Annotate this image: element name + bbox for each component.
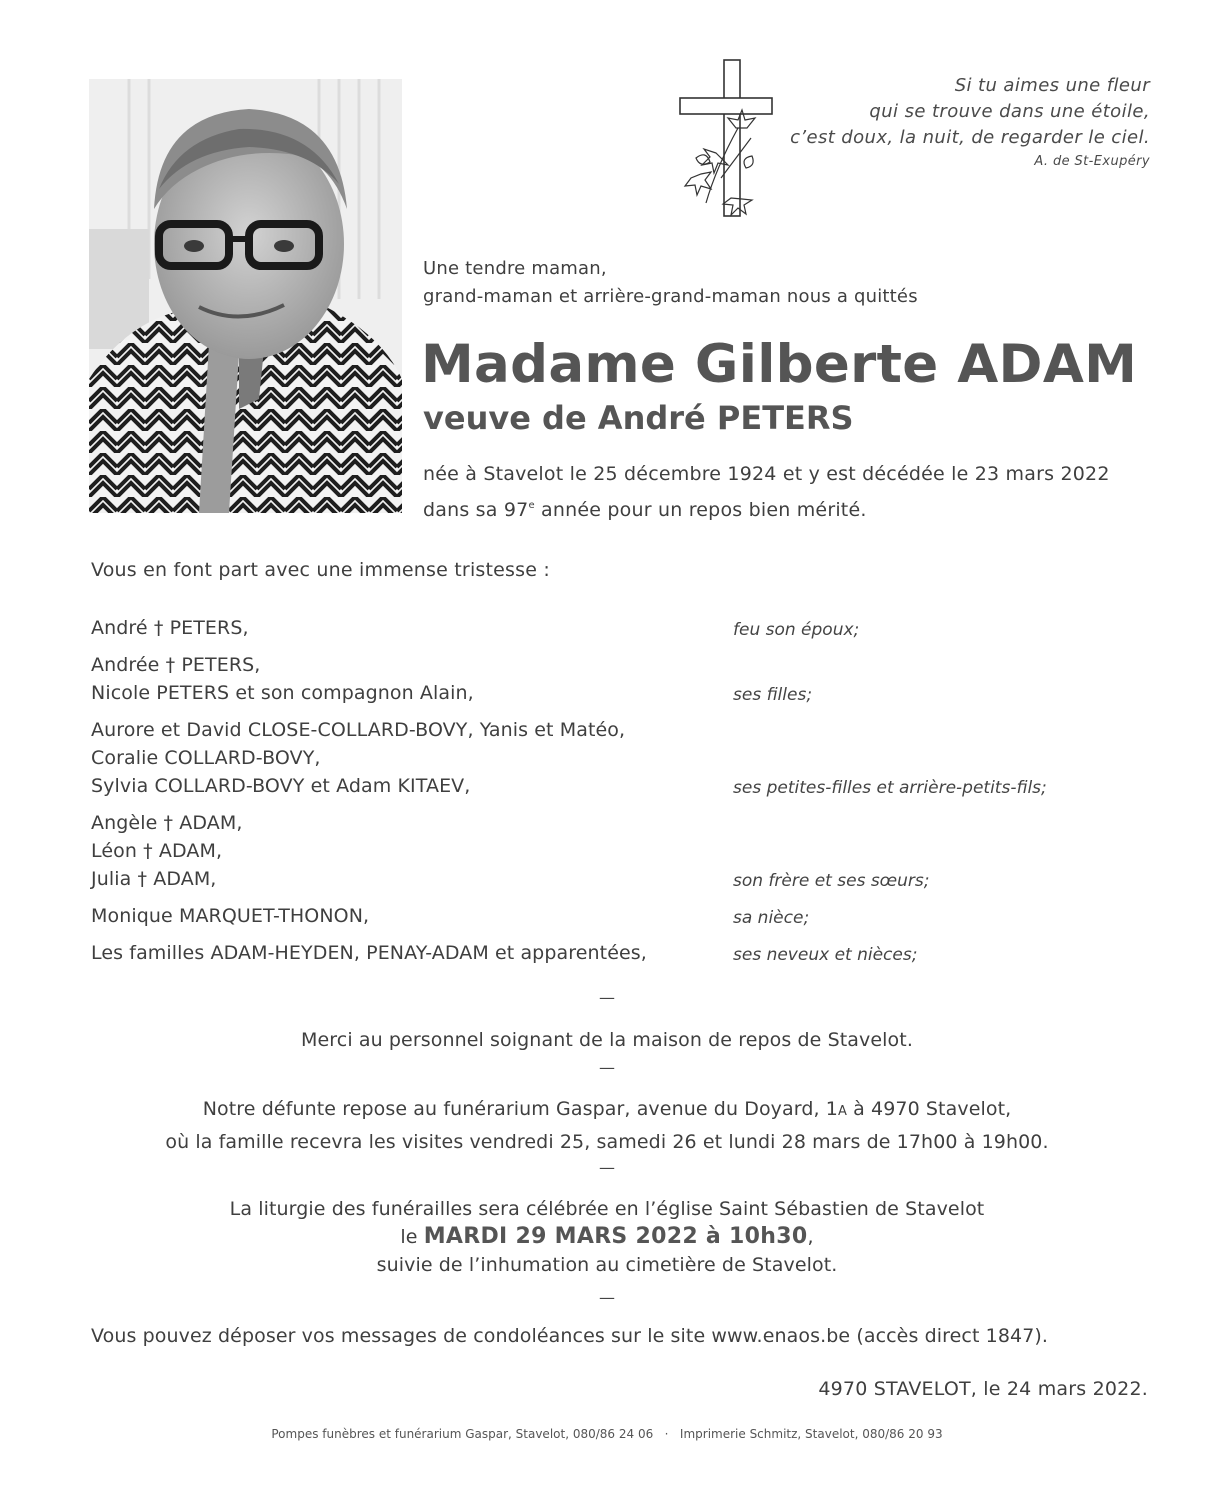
family-name: Aurore et David CLOSE-COLLARD-BOVY, Yanis et Matéo, (91, 719, 626, 741)
funerarium-city: à 4970 Stavelot, (846, 1098, 1012, 1120)
family-name: Andrée † PETERS, (91, 654, 261, 676)
family-relation: son frère et ses sœurs; (733, 871, 930, 891)
quote-line: c’est doux, la nuit, de regarder le ciel. (790, 127, 1150, 148)
family-group (91, 939, 1141, 967)
age-superscript: e (528, 500, 535, 511)
family-name: Coralie COLLARD-BOVY, (91, 747, 321, 769)
liturgy-line-1: La liturgie des funérailles sera célébrée en l’église Saint Sébastien de Stavelot (229, 1198, 985, 1220)
family-relation: sa nièce; (733, 908, 810, 928)
epitaph-quote (720, 73, 1150, 173)
family-relation: ses neveux et nièces; (733, 945, 918, 965)
separator-dash: — (599, 1288, 615, 1307)
family-name: Angèle † ADAM, (91, 812, 243, 834)
liturgy-line-2 (0, 1224, 1214, 1250)
birth-death-info (423, 459, 1110, 526)
funerarium-address: Notre défunte repose au funérarium Gaspar, avenue du Doyard, 1 (202, 1098, 838, 1120)
place-date: 4970 STAVELOT, le 24 mars 2022. (818, 1378, 1148, 1400)
family-name: André † PETERS, (91, 617, 249, 639)
family-group (91, 809, 1141, 893)
separator-dash: — (599, 988, 615, 1007)
family-list (91, 614, 1141, 976)
family-relation: ses petites-filles et arrière-petits-fils; (733, 778, 1047, 798)
portrait-photo (89, 79, 402, 513)
funerarium-line-1 (0, 1094, 1214, 1127)
age-suffix: année pour un repos bien mérité. (534, 499, 867, 521)
intro-line: Une tendre maman, (423, 258, 607, 279)
intro-text (423, 255, 918, 311)
family-name: Léon † ADAM, (91, 840, 223, 862)
quote-author: A. de St-Exupéry (1034, 154, 1150, 169)
family-relation: feu son époux; (733, 620, 860, 640)
intro-line: grand-maman et arrière-grand-maman nous a quittés (423, 286, 918, 307)
family-group (91, 902, 1141, 930)
thanks-line: Merci au personnel soignant de la maison de repos de Stavelot. (301, 1029, 913, 1051)
family-name: Sylvia COLLARD-BOVY et Adam KITAEV, (91, 775, 471, 797)
family-group (91, 716, 1141, 800)
condolences-line: Vous pouvez déposer vos messages de condoléances sur le site www.enaos.be (accès direct 1847). (91, 1325, 1049, 1347)
spouse-line: veuve de André PETERS (423, 399, 854, 437)
footer-credits: Pompes funèbres et funérarium Gaspar, Stavelot, 080/86 24 06 · Imprimerie Schmitz, Stavelot, 080/86 20 93 (271, 1427, 943, 1441)
quote-line: Si tu aimes une fleur (954, 75, 1150, 96)
family-name: Monique MARQUET-THONON, (91, 905, 370, 927)
liturgy-date: MARDI 29 MARS 2022 à 10h30 (423, 1224, 808, 1249)
family-group (91, 614, 1141, 642)
announcement-line: Vous en font part avec une immense tristesse : (91, 559, 550, 581)
family-name: Julia † ADAM, (91, 868, 217, 890)
age-prefix: dans sa 97 (423, 499, 529, 521)
separator-dash: — (599, 1058, 615, 1077)
family-group (91, 651, 1141, 707)
liturgy-line-3: suivie de l’inhumation au cimetière de Stavelot. (376, 1254, 838, 1276)
funerarium-info (0, 1094, 1214, 1157)
liturgy-prefix: le (400, 1226, 424, 1248)
deceased-name: Madame Gilberte ADAM (421, 334, 1138, 395)
quote-line: qui se trouve dans une étoile, (869, 101, 1150, 122)
liturgy-info (0, 1194, 1214, 1280)
birth-line: née à Stavelot le 25 décembre 1924 et y est décédée le 23 mars 2022 (423, 463, 1110, 485)
address-letter: A (837, 1104, 847, 1119)
family-name: Les familles ADAM-HEYDEN, PENAY-ADAM et apparentées, (91, 942, 647, 964)
family-relation: ses filles; (733, 685, 813, 705)
liturgy-suffix: , (807, 1226, 814, 1248)
family-name: Nicole PETERS et son compagnon Alain, (91, 682, 474, 704)
age-line (423, 490, 1110, 526)
funerarium-line-2: où la famille recevra les visites vendredi 25, samedi 26 et lundi 28 mars de 17h00 à 19h00. (165, 1131, 1049, 1153)
separator-dash: — (599, 1158, 615, 1177)
